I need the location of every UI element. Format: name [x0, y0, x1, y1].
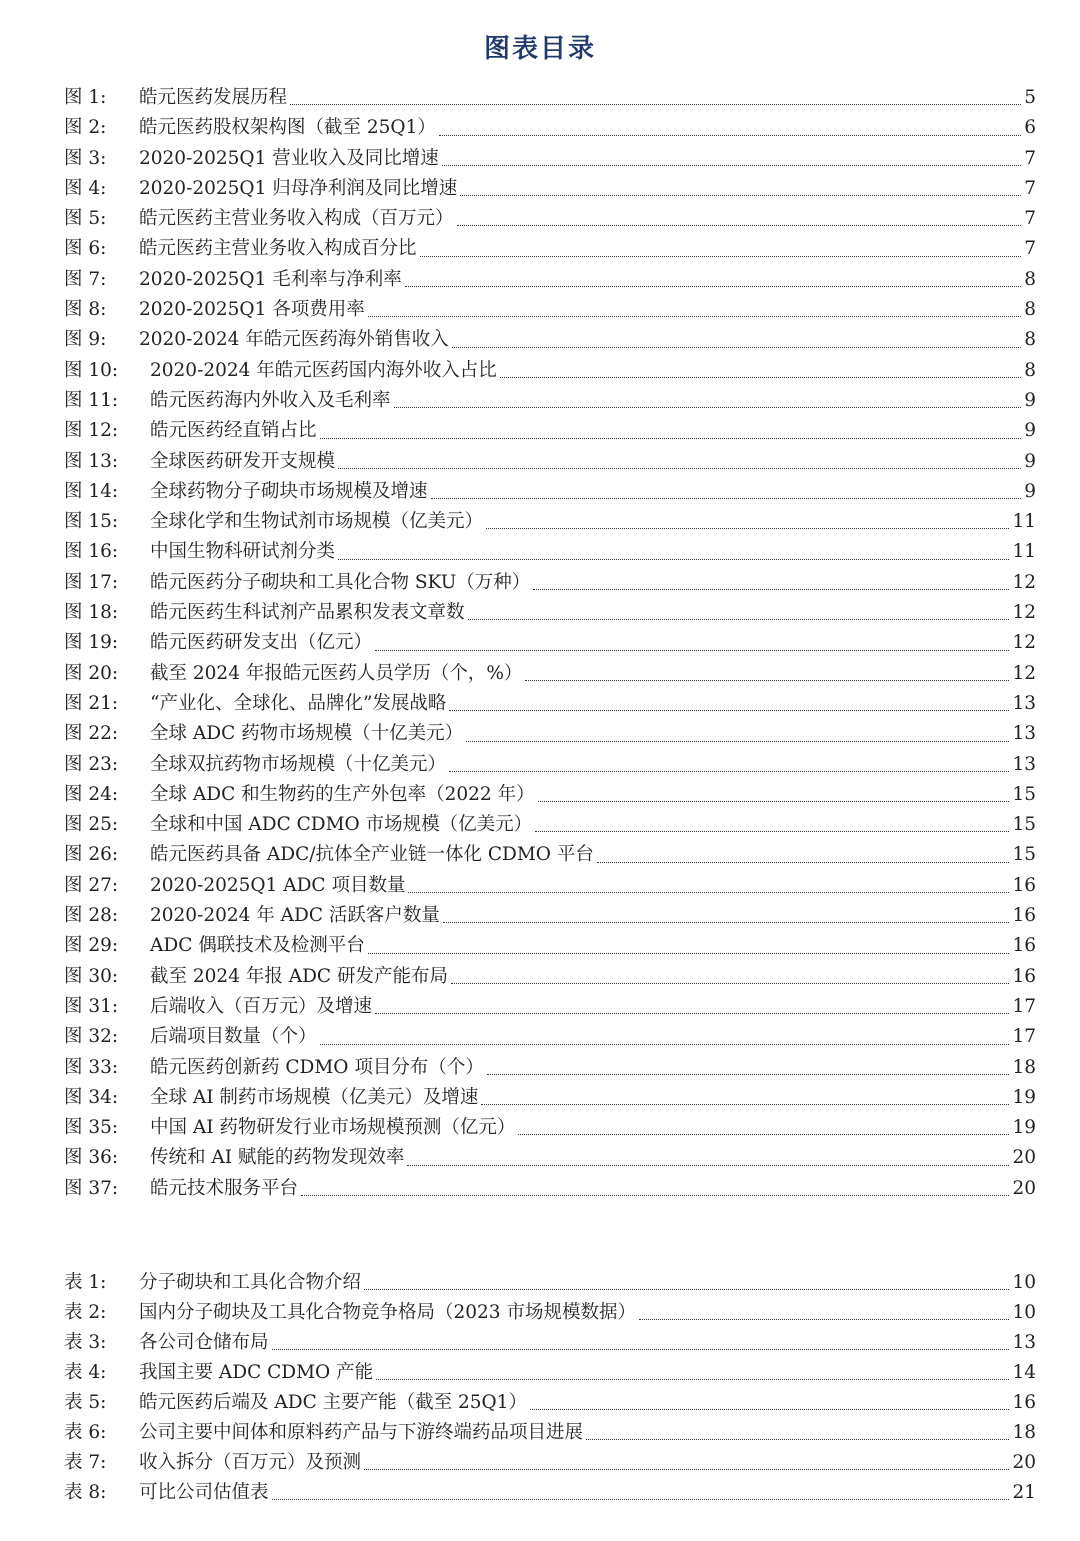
page-number: 15 [1012, 814, 1036, 836]
page-number: 20 [1012, 1452, 1036, 1473]
dot-leader [533, 589, 1009, 590]
page-number: 18 [1012, 1056, 1036, 1078]
dot-leader [407, 1165, 1009, 1166]
dot-leader [376, 1379, 1009, 1380]
entry-title: 2020-2025Q1 毛利率与净利率 [139, 268, 402, 290]
entry-title: 国内分子砌块及工具化合物竞争格局（2023 市场规模数据） [139, 1302, 636, 1323]
page-number: 16 [1012, 905, 1036, 927]
dot-leader [487, 1074, 1010, 1075]
entry-label: 图 16: [64, 541, 119, 563]
figure-entry[interactable] [64, 416, 1036, 446]
page-number: 8 [1024, 299, 1036, 321]
entry-label: 图 31: [64, 995, 119, 1017]
page-number: 20 [1012, 1147, 1036, 1169]
entry-label: 图 27: [64, 874, 119, 896]
dot-leader [338, 468, 1021, 469]
page-number: 11 [1012, 511, 1036, 533]
dot-leader [301, 1195, 1009, 1196]
entry-title: 皓元医药股权架构图（截至 25Q1） [139, 117, 436, 139]
dot-leader [290, 104, 1021, 105]
figure-entry[interactable] [64, 295, 1036, 325]
entry-label: 图 26: [64, 844, 119, 866]
figure-entry[interactable] [64, 659, 1036, 689]
entry-label: 图 2: [64, 117, 107, 139]
entry-title: 2020-2024 年皓元医药国内海外收入占比 [150, 359, 497, 381]
entry-title: 皓元医药具备 ADC/抗体全产业链一体化 CDMO 平台 [150, 844, 594, 866]
figure-entry[interactable] [64, 1113, 1036, 1143]
entry-title: 全球 ADC 药物市场规模（十亿美元） [150, 723, 464, 745]
figure-entry[interactable] [64, 871, 1036, 901]
entry-label: 图 17: [64, 571, 119, 593]
dot-leader [272, 1499, 1010, 1500]
entry-title: 全球和中国 ADC CDMO 市场规模（亿美元） [150, 814, 533, 836]
entry-label: 表 2: [64, 1302, 107, 1323]
entry-label: 图 8: [64, 299, 107, 321]
page-number: 16 [1012, 874, 1036, 896]
entry-title: 皓元医药后端及 ADC 主要产能（截至 25Q1） [139, 1392, 527, 1413]
entry-label: 图 36: [64, 1147, 119, 1169]
page-number: 8 [1024, 329, 1036, 351]
page-number: 14 [1012, 1362, 1036, 1383]
entry-label: 表 7: [64, 1452, 107, 1473]
page-number: 16 [1012, 1392, 1036, 1413]
entry-title: 全球 ADC 和生物药的生产外包率（2022 年） [150, 783, 535, 805]
entry-title: 全球医药研发开支规模 [150, 450, 336, 472]
figure-entry[interactable] [64, 447, 1036, 477]
dot-leader [439, 135, 1021, 136]
table-list [64, 1268, 1036, 1508]
dot-leader [420, 256, 1022, 257]
figure-entry[interactable] [64, 477, 1036, 507]
figure-entry[interactable] [64, 568, 1036, 598]
entry-title: 全球化学和生物试剂市场规模（亿美元） [150, 511, 484, 533]
page-number: 10 [1012, 1302, 1036, 1323]
entry-label: 图 4: [64, 177, 107, 199]
entry-label: 图 32: [64, 1026, 119, 1048]
dot-leader [460, 195, 1021, 196]
figure-entry[interactable] [64, 628, 1036, 658]
entry-title: 公司主要中间体和原料药产品与下游终端药品项目进展 [139, 1422, 584, 1443]
page-number: 13 [1012, 692, 1036, 714]
page-number: 8 [1024, 268, 1036, 290]
dot-leader [538, 801, 1010, 802]
page-number: 20 [1012, 1177, 1036, 1199]
entry-title: 全球药物分子砌块市场规模及增速 [150, 480, 428, 502]
dot-leader [481, 1104, 1009, 1105]
dot-leader [586, 1439, 1009, 1440]
page-number: 8 [1024, 359, 1036, 381]
dot-leader [443, 922, 1010, 923]
entry-label: 表 6: [64, 1422, 107, 1443]
entry-label: 图 19: [64, 632, 119, 654]
entry-label: 图 12: [64, 420, 119, 442]
entry-label: 表 8: [64, 1482, 107, 1503]
entry-label: 图 33: [64, 1056, 119, 1078]
dot-leader [500, 377, 1021, 378]
entry-label: 图 34: [64, 1086, 119, 1108]
figure-entry[interactable] [64, 992, 1036, 1022]
dot-leader [639, 1319, 1009, 1320]
page-number: 12 [1012, 571, 1036, 593]
figure-entry[interactable] [64, 83, 1036, 113]
page-number: 7 [1024, 177, 1036, 199]
dot-leader [518, 1134, 1009, 1135]
page-number: 19 [1012, 1086, 1036, 1108]
dot-leader [375, 1013, 1009, 1014]
entry-label: 图 28: [64, 905, 119, 927]
entry-title: 中国生物科研试剂分类 [150, 541, 336, 563]
page-number: 19 [1012, 1117, 1036, 1139]
dot-leader [431, 498, 1022, 499]
entry-label: 图 37: [64, 1177, 119, 1199]
page-number: 21 [1012, 1482, 1036, 1503]
dot-leader [525, 680, 1009, 681]
page-number: 15 [1012, 844, 1036, 866]
dot-leader [449, 771, 1009, 772]
entry-title: 皓元医药经直销占比 [150, 420, 317, 442]
page-number: 12 [1012, 632, 1036, 654]
figure-entry[interactable] [64, 750, 1036, 780]
figure-entry[interactable] [64, 113, 1036, 143]
entry-label: 表 1: [64, 1272, 107, 1293]
dot-leader [442, 165, 1021, 166]
entry-label: 图 13: [64, 450, 119, 472]
page-number: 13 [1012, 723, 1036, 745]
figure-entry[interactable] [64, 507, 1036, 537]
entry-title: 截至 2024 年报 ADC 研发产能布局 [150, 965, 448, 987]
entry-title: 皓元医药海内外收入及毛利率 [150, 389, 391, 411]
figure-entry[interactable] [64, 1053, 1036, 1083]
page-number: 6 [1024, 117, 1036, 139]
figure-entry[interactable] [64, 1174, 1036, 1204]
entry-label: 图 21: [64, 692, 119, 714]
table-entry[interactable] [64, 1388, 1036, 1418]
entry-title: 皓元医药主营业务收入构成百分比 [139, 238, 417, 260]
entry-title: 全球双抗药物市场规模（十亿美元） [150, 753, 447, 775]
figure-entry[interactable] [64, 1143, 1036, 1173]
entry-label: 表 3: [64, 1332, 107, 1353]
entry-title: 中国 AI 药物研发行业市场规模预测（亿元） [150, 1117, 516, 1139]
table-entry[interactable] [64, 1418, 1036, 1448]
entry-label: 图 6: [64, 238, 107, 260]
dot-leader [368, 953, 1010, 954]
page-number: 11 [1012, 541, 1036, 563]
page-number: 9 [1024, 389, 1036, 411]
table-entry[interactable] [64, 1448, 1036, 1478]
page-number: 17 [1012, 1026, 1036, 1048]
figure-entry[interactable] [64, 174, 1036, 204]
page-number: 10 [1012, 1272, 1036, 1293]
entry-title: 皓元医药生科试剂产品累积发表文章数 [150, 602, 465, 624]
page-number: 7 [1024, 147, 1036, 169]
page-number: 12 [1012, 662, 1036, 684]
table-entry[interactable] [64, 1478, 1036, 1508]
entry-label: 图 22: [64, 723, 119, 745]
entry-label: 图 3: [64, 147, 107, 169]
dot-leader [449, 710, 1009, 711]
entry-title: 皓元技术服务平台 [150, 1177, 299, 1199]
entry-title: “产业化、全球化、品牌化”发展战略 [150, 692, 447, 714]
entry-label: 图 14: [64, 480, 119, 502]
entry-label: 图 18: [64, 602, 119, 624]
figure-entry[interactable] [64, 356, 1036, 386]
figure-entry[interactable] [64, 840, 1036, 870]
entry-label: 图 25: [64, 814, 119, 836]
entry-title: 2020-2025Q1 归母净利润及同比增速 [139, 177, 458, 199]
entry-label: 图 23: [64, 753, 119, 775]
entry-title: 全球 AI 制药市场规模（亿美元）及增速 [150, 1086, 479, 1108]
dot-leader [535, 831, 1009, 832]
dot-leader [364, 1469, 1009, 1470]
table-entry[interactable] [64, 1328, 1036, 1358]
dot-leader [468, 619, 1010, 620]
entry-label: 图 10: [64, 359, 119, 381]
dot-leader [452, 347, 1021, 348]
entry-title: 收入拆分（百万元）及预测 [139, 1452, 362, 1473]
entry-label: 图 24: [64, 783, 119, 805]
dot-leader [486, 528, 1009, 529]
entry-title: ADC 偶联技术及检测平台 [150, 935, 365, 957]
entry-title: 各公司仓储布局 [139, 1332, 269, 1353]
figure-entry[interactable] [64, 144, 1036, 174]
page-number: 12 [1012, 602, 1036, 624]
entry-title: 后端收入（百万元）及增速 [150, 995, 373, 1017]
entry-title: 皓元医药主营业务收入构成（百万元） [139, 208, 454, 230]
figure-entry[interactable] [64, 719, 1036, 749]
dot-leader [451, 983, 1010, 984]
entry-label: 图 11: [64, 389, 119, 411]
dot-leader [368, 316, 1021, 317]
entry-label: 图 29: [64, 935, 119, 957]
figure-entry[interactable] [64, 962, 1036, 992]
figure-entry[interactable] [64, 780, 1036, 810]
entry-title: 2020-2024 年皓元医药海外销售收入 [139, 329, 449, 351]
figure-list [64, 83, 1036, 1204]
entry-label: 图 7: [64, 268, 107, 290]
entry-label: 图 35: [64, 1117, 119, 1139]
dot-leader [394, 407, 1022, 408]
entry-label: 图 20: [64, 662, 119, 684]
figure-entry[interactable] [64, 265, 1036, 295]
entry-title: 2020-2025Q1 ADC 项目数量 [150, 874, 406, 896]
dot-leader [320, 1044, 1010, 1045]
page-number: 9 [1024, 450, 1036, 472]
page-number: 9 [1024, 420, 1036, 442]
figure-entry[interactable] [64, 901, 1036, 931]
figure-entry[interactable] [64, 931, 1036, 961]
page-number: 7 [1024, 238, 1036, 260]
table-entry[interactable] [64, 1268, 1036, 1298]
entry-title: 分子砌块和工具化合物介绍 [139, 1272, 362, 1293]
dot-leader [457, 225, 1022, 226]
dot-leader [530, 1409, 1009, 1410]
figure-entry[interactable] [64, 1022, 1036, 1052]
dot-leader [364, 1289, 1009, 1290]
dot-leader [405, 286, 1021, 287]
dot-leader [408, 892, 1009, 893]
table-entry[interactable] [64, 1298, 1036, 1328]
entry-title: 皓元医药发展历程 [139, 87, 288, 108]
entry-title: 可比公司估值表 [139, 1482, 269, 1503]
entry-label: 图 30: [64, 965, 119, 987]
page-number: 9 [1024, 480, 1036, 502]
dot-leader [320, 438, 1022, 439]
figure-entry[interactable] [64, 204, 1036, 234]
figure-entry[interactable] [64, 386, 1036, 416]
page-number: 16 [1012, 935, 1036, 957]
entry-label: 表 4: [64, 1362, 107, 1383]
dot-leader [466, 741, 1009, 742]
page-number: 17 [1012, 995, 1036, 1017]
figure-entry[interactable] [64, 234, 1036, 264]
page-number: 15 [1012, 783, 1036, 805]
figure-entry[interactable] [64, 325, 1036, 355]
page-number: 18 [1012, 1422, 1036, 1443]
entry-title: 皓元医药分子砌块和工具化合物 SKU（万种） [150, 571, 531, 593]
entry-label: 图 5: [64, 208, 107, 230]
entry-title: 2020-2024 年 ADC 活跃客户数量 [150, 905, 440, 927]
entry-title: 截至 2024 年报皓元医药人员学历（个，%） [150, 662, 523, 684]
dot-leader [272, 1349, 1010, 1350]
figure-entry[interactable] [64, 1083, 1036, 1113]
table-entry[interactable] [64, 1358, 1036, 1388]
entry-title: 皓元医药研发支出（亿元） [150, 632, 373, 654]
dot-leader [375, 650, 1009, 651]
entry-title: 我国主要 ADC CDMO 产能 [139, 1362, 374, 1383]
page-number: 16 [1012, 965, 1036, 987]
entry-title: 后端项目数量（个） [150, 1026, 317, 1048]
entry-label: 图 9: [64, 329, 107, 351]
entry-label: 图 1: [64, 87, 107, 108]
entry-label: 表 5: [64, 1392, 107, 1413]
page-number: 7 [1024, 208, 1036, 230]
page-number: 13 [1012, 1332, 1036, 1353]
dot-leader [597, 862, 1010, 863]
entry-title: 皓元医药创新药 CDMO 项目分布（个） [150, 1056, 484, 1078]
entry-title: 2020-2025Q1 营业收入及同比增速 [139, 147, 439, 169]
page-number: 13 [1012, 753, 1036, 775]
page-title: 图表目录 [483, 34, 596, 64]
entry-title: 传统和 AI 赋能的药物发现效率 [150, 1147, 405, 1169]
figure-entry[interactable] [64, 537, 1036, 567]
figure-entry[interactable] [64, 810, 1036, 840]
entry-label: 图 15: [64, 511, 119, 533]
page-number: 5 [1024, 87, 1036, 108]
entry-title: 2020-2025Q1 各项费用率 [139, 299, 365, 321]
figure-entry[interactable] [64, 689, 1036, 719]
dot-leader [338, 559, 1009, 560]
figure-entry[interactable] [64, 598, 1036, 628]
